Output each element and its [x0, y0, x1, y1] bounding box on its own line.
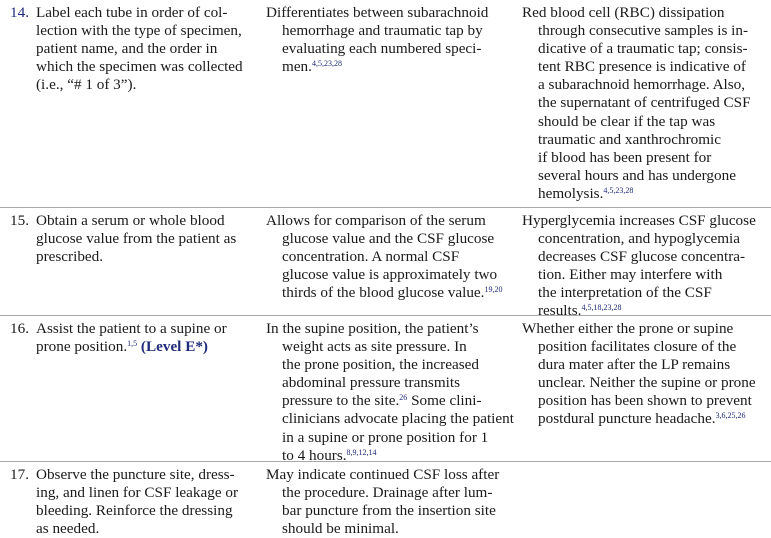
rationale-cell: Differentiates between subarachnoid hemorrhage and traumatic tap by evaluating each numbered speci- men.$^{4,5,23,28}$	[266, 4, 489, 76]
special-considerations-cell: Whether either the prone or supine position facilitates closure of the dura mater after the LP remains unclear. Neither the supine or prone position has been shown to prevent postdural puncture headache.$^{3,6,25,26}$	[522, 320, 756, 428]
step-number: 14.	[10, 4, 29, 21]
rationale-cell: In the supine position, the patient’s weight acts as site pressure. In the prone position, the increased abdominal pressure transmits pressure to the site.$^{26}$ Some clini- clinicians advocate placing the patient in a supine or prone position for 1 to 4 hours.$^{8,9,12,14}$	[266, 320, 514, 464]
reference-link[interactable]: 4,5,23,28	[311, 59, 342, 69]
table-row	[0, 462, 771, 537]
reference-link[interactable]: 1,5	[127, 339, 138, 349]
step-number: 16.	[10, 320, 29, 337]
step-number: 17.	[10, 466, 29, 483]
reference-link[interactable]: 4,5,18,23,28	[581, 303, 622, 313]
step-number: 15.	[10, 212, 29, 229]
step-cell: 15. Obtain a serum or whole blood glucose value from the patient as prescribed.	[10, 212, 237, 266]
step-cell: 14. Label each tube in order of col- lection with the type of specimen, patient name, and the order in which the specimen was collected (i.e., “# 1 of 3”).	[10, 4, 243, 94]
reference-link[interactable]: 19,20	[484, 285, 503, 295]
special-considerations-cell: Hyperglycemia increases CSF glucose concentration, and hypoglycemia decreases CSF glucose concentra- tion. Either may interfere with the interpretation of the CSF results.$^{4,5,18,23,28}$	[522, 212, 756, 320]
rationale-cell: May indicate continued CSF loss after the procedure. Drainage after lum- bar puncture from the insertion site should be minimal.	[266, 466, 500, 538]
step-cell: 17. Observe the puncture site, dress- ing, and linen for CSF leakage or bleeding. Reinforce the dressing as needed.	[10, 466, 239, 538]
special-considerations-cell: Red blood cell (RBC) dissipation through consecutive samples is in- dicative of a traumatic tap; consis- tent RBC presence is indicative of a subarachnoid hemorrhage. Also, the supernatant of centrifuged CSF should be clear if the tap was traumatic and xanthrochromic if blood has been present for several hours and has undergone hemolysis.$^{4,5,23,28}$	[522, 4, 751, 202]
reference-link[interactable]: 8,9,12,14	[346, 447, 377, 457]
rationale-cell: Allows for comparison of the serum glucose value and the CSF glucose concentration. A normal CSF glucose value is approximately two thirds of the blood glucose value.$^{19,20}$	[266, 212, 503, 302]
evidence-level-link[interactable]: (Level E*)	[140, 338, 208, 356]
table-row	[0, 316, 771, 462]
table-row	[0, 0, 771, 208]
step-cell: 16. Assist the patient to a supine or prone position.$^{1,5}$ (Level E*)	[10, 320, 227, 356]
reference-link[interactable]: 4,5,23,28	[603, 185, 634, 195]
table-row	[0, 208, 771, 320]
reference-link[interactable]: 26	[399, 393, 408, 403]
reference-link[interactable]: 3,6,25,26	[715, 411, 746, 421]
